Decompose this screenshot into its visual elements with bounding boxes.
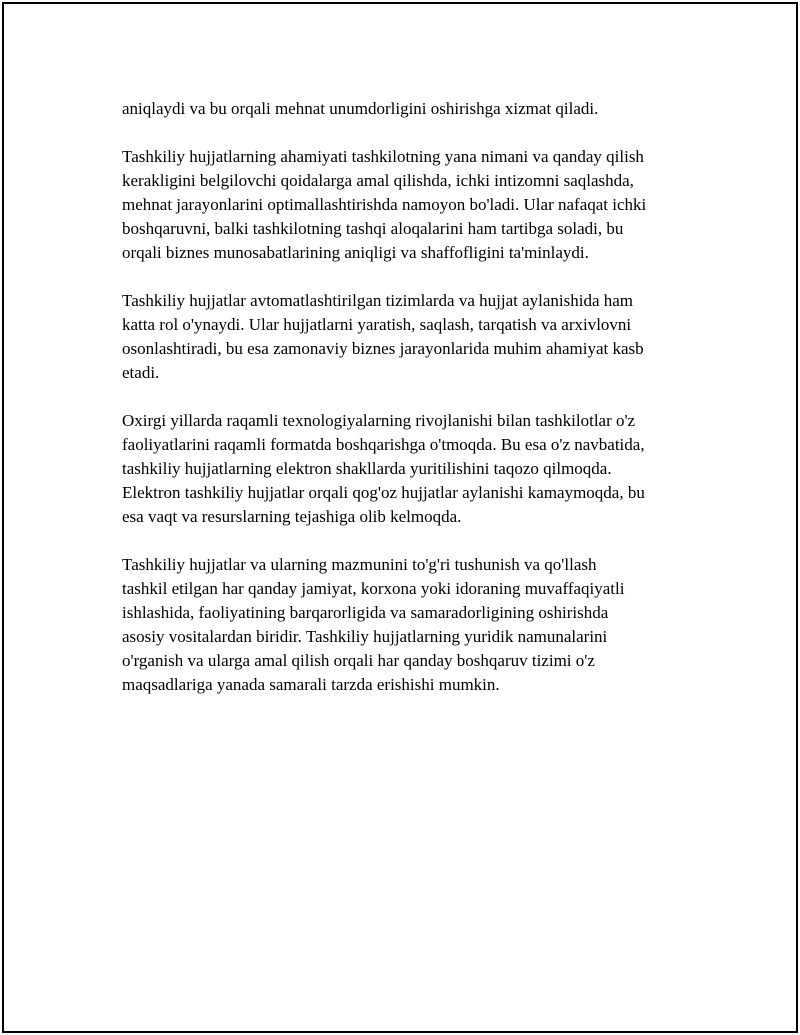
- paragraph-1: [122, 97, 702, 121]
- text-line: etadi.: [122, 363, 160, 382]
- text-line: esa vaqt va resurslarning tejashiga olib kelmoqda.: [122, 507, 462, 526]
- paragraph-4: [122, 409, 702, 529]
- text-line: boshqaruvni, balki tashkilotning tashqi aloqalarini ham tartibga soladi, bu: [122, 219, 624, 238]
- text-line: mehnat jarayonlarini optimallashtirishda namoyon bo'ladi. Ular nafaqat ichki: [122, 195, 647, 214]
- paragraph-2: [122, 145, 702, 265]
- text-line: aniqlaydi va bu orqali mehnat unumdorligini oshirishga xizmat qiladi.: [122, 99, 599, 118]
- paragraph-5: [122, 553, 702, 697]
- text-line: Tashkiliy hujjatlar avtomatlashtirilgan tizimlarda va hujjat aylanishida ham: [122, 291, 634, 310]
- text-line: Tashkiliy hujjatlar va ularning mazmunini to'g'ri tushunish va qo'llash: [122, 555, 597, 574]
- paragraph-3: [122, 289, 702, 385]
- text-line: o'rganish va ularga amal qilish orqali har qanday boshqaruv tizimi o'z: [122, 651, 595, 670]
- text-line: tashkil etilgan har qanday jamiyat, korxona yoki idoraning muvaffaqiyatli: [122, 579, 625, 598]
- text-line: Tashkiliy hujjatlarning ahamiyati tashkilotning yana nimani va qanday qilish: [122, 147, 644, 166]
- text-line: orqali biznes munosabatlarining aniqligi va shaffofligini ta'minlaydi.: [122, 243, 589, 262]
- text-line: Elektron tashkiliy hujjatlar orqali qog'oz hujjatlar aylanishi kamaymoqda, bu: [122, 483, 645, 502]
- text-line: faoliyatlarini raqamli formatda boshqarishga o'tmoqda. Bu esa o'z navbatida,: [122, 435, 645, 454]
- text-line: tashkiliy hujjatlarning elektron shakllarda yuritilishini taqozo qilmoqda.: [122, 459, 612, 478]
- document-body: [122, 97, 702, 721]
- page-frame: [2, 2, 798, 1033]
- text-line: ishlashida, faoliyatining barqarorligida va samaradorligining oshirishda: [122, 603, 609, 622]
- text-line: asosiy vositalardan biridir. Tashkiliy hujjatlarning yuridik namunalarini: [122, 627, 608, 646]
- text-line: katta rol o'ynaydi. Ular hujjatlarni yaratish, saqlash, tarqatish va arxivlovni: [122, 315, 632, 334]
- text-line: maqsadlariga yanada samarali tarzda erishishi mumkin.: [122, 675, 500, 694]
- text-line: kerakligini belgilovchi qoidalarga amal qilishda, ichki intizomni saqlashda,: [122, 171, 634, 190]
- text-line: Oxirgi yillarda raqamli texnologiyalarning rivojlanishi bilan tashkilotlar o'z: [122, 411, 636, 430]
- text-line: osonlashtiradi, bu esa zamonaviy biznes jarayonlarida muhim ahamiyat kasb: [122, 339, 644, 358]
